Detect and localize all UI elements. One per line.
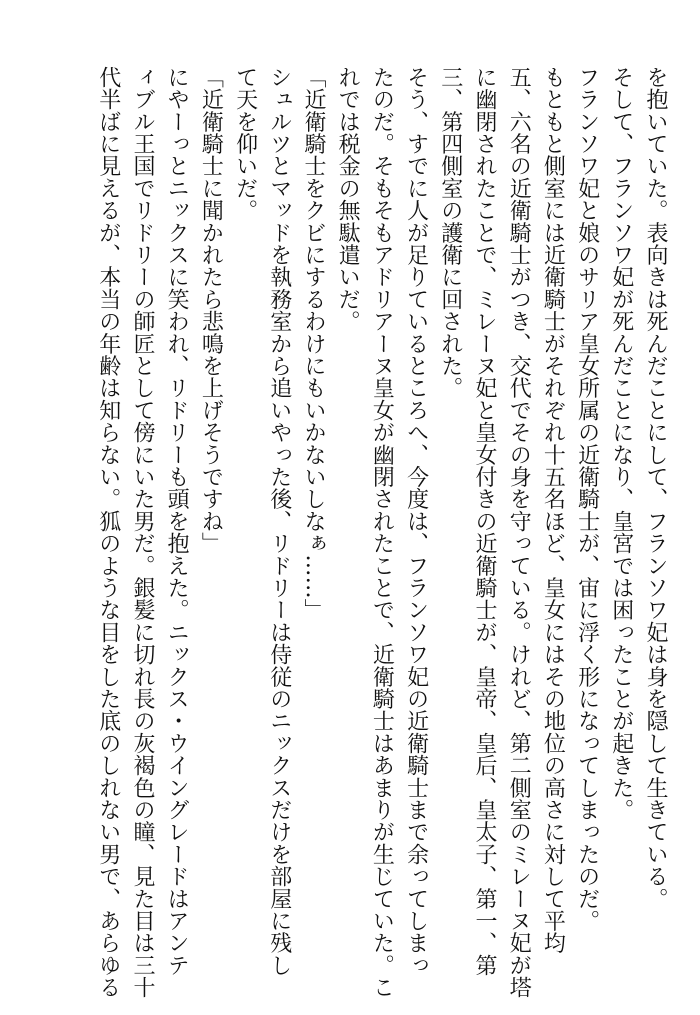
text-line-7: 三、第四側室の護衛に回された。	[437, 66, 463, 399]
text-line-5: 五、六名の近衛騎士がつき、交代でその身を守っている。けれど、第二側室のミレーヌ妃が塔	[506, 66, 532, 999]
text-line-10: れでは税金の無駄遣いだ。	[335, 66, 361, 333]
text-line-3: フランソワ妃と娘のサリア皇女所属の近衛騎士が、宙に浮く形になってしまったのだ。	[574, 66, 600, 932]
text-line-12: シュルツとマッドを執務室から追いやった後、リドリーは侍従のニックスだけを部屋に残し	[266, 66, 292, 977]
vertical-text-body	[91, 66, 672, 999]
text-line-13: て天を仰いだ。	[232, 66, 258, 222]
text-line-8: そう、すでに人が足りているところへ、今度は、フランソワ妃の近衛騎士まで余ってしまっ	[403, 66, 429, 977]
text-line-9: たのだ。そもそもアドリアーヌ皇女が幽閉されたことで、近衛騎士はあまりが生じていた。こ	[369, 66, 395, 999]
text-line-15: にやーっとニックスに笑われ、リドリーも頭を抱えた。ニックス・ウイングレードはアンテ	[164, 66, 190, 977]
text-line-14: 「近衛騎士に聞かれたら悲鳴を上げそうですね」	[198, 66, 224, 555]
text-line-2: そして、フランソワ妃が死んだことになり、皇宮では困ったことが起きた。	[608, 66, 634, 821]
text-line-6: に幽閉されたことで、ミレーヌ妃と皇女付きの近衛騎士が、皇帝、皇后、皇太子、第一、第	[471, 66, 497, 977]
text-line-17: 代半ばに見えるが、本当の年齢は知らない。狐のような目をした底のしれない男で、あらゆる	[95, 66, 121, 999]
text-line-11: 「近衛騎士をクビにするわけにもいかないしなぁ……」	[300, 66, 326, 621]
text-line-16: ィブル王国でリドリーの師匠として傍にいた男だ。銀髪に切れ長の灰褐色の瞳、見た目は三十	[129, 66, 155, 999]
text-line-1: を抱いていた。表向きは死んだことにして、フランソワ妃は身を隠して生きている。	[643, 66, 668, 910]
text-line-4: もともと側室には近衛騎士がそれぞれ十五名ほど、皇女にはその地位の高さに対して平均	[540, 66, 566, 954]
